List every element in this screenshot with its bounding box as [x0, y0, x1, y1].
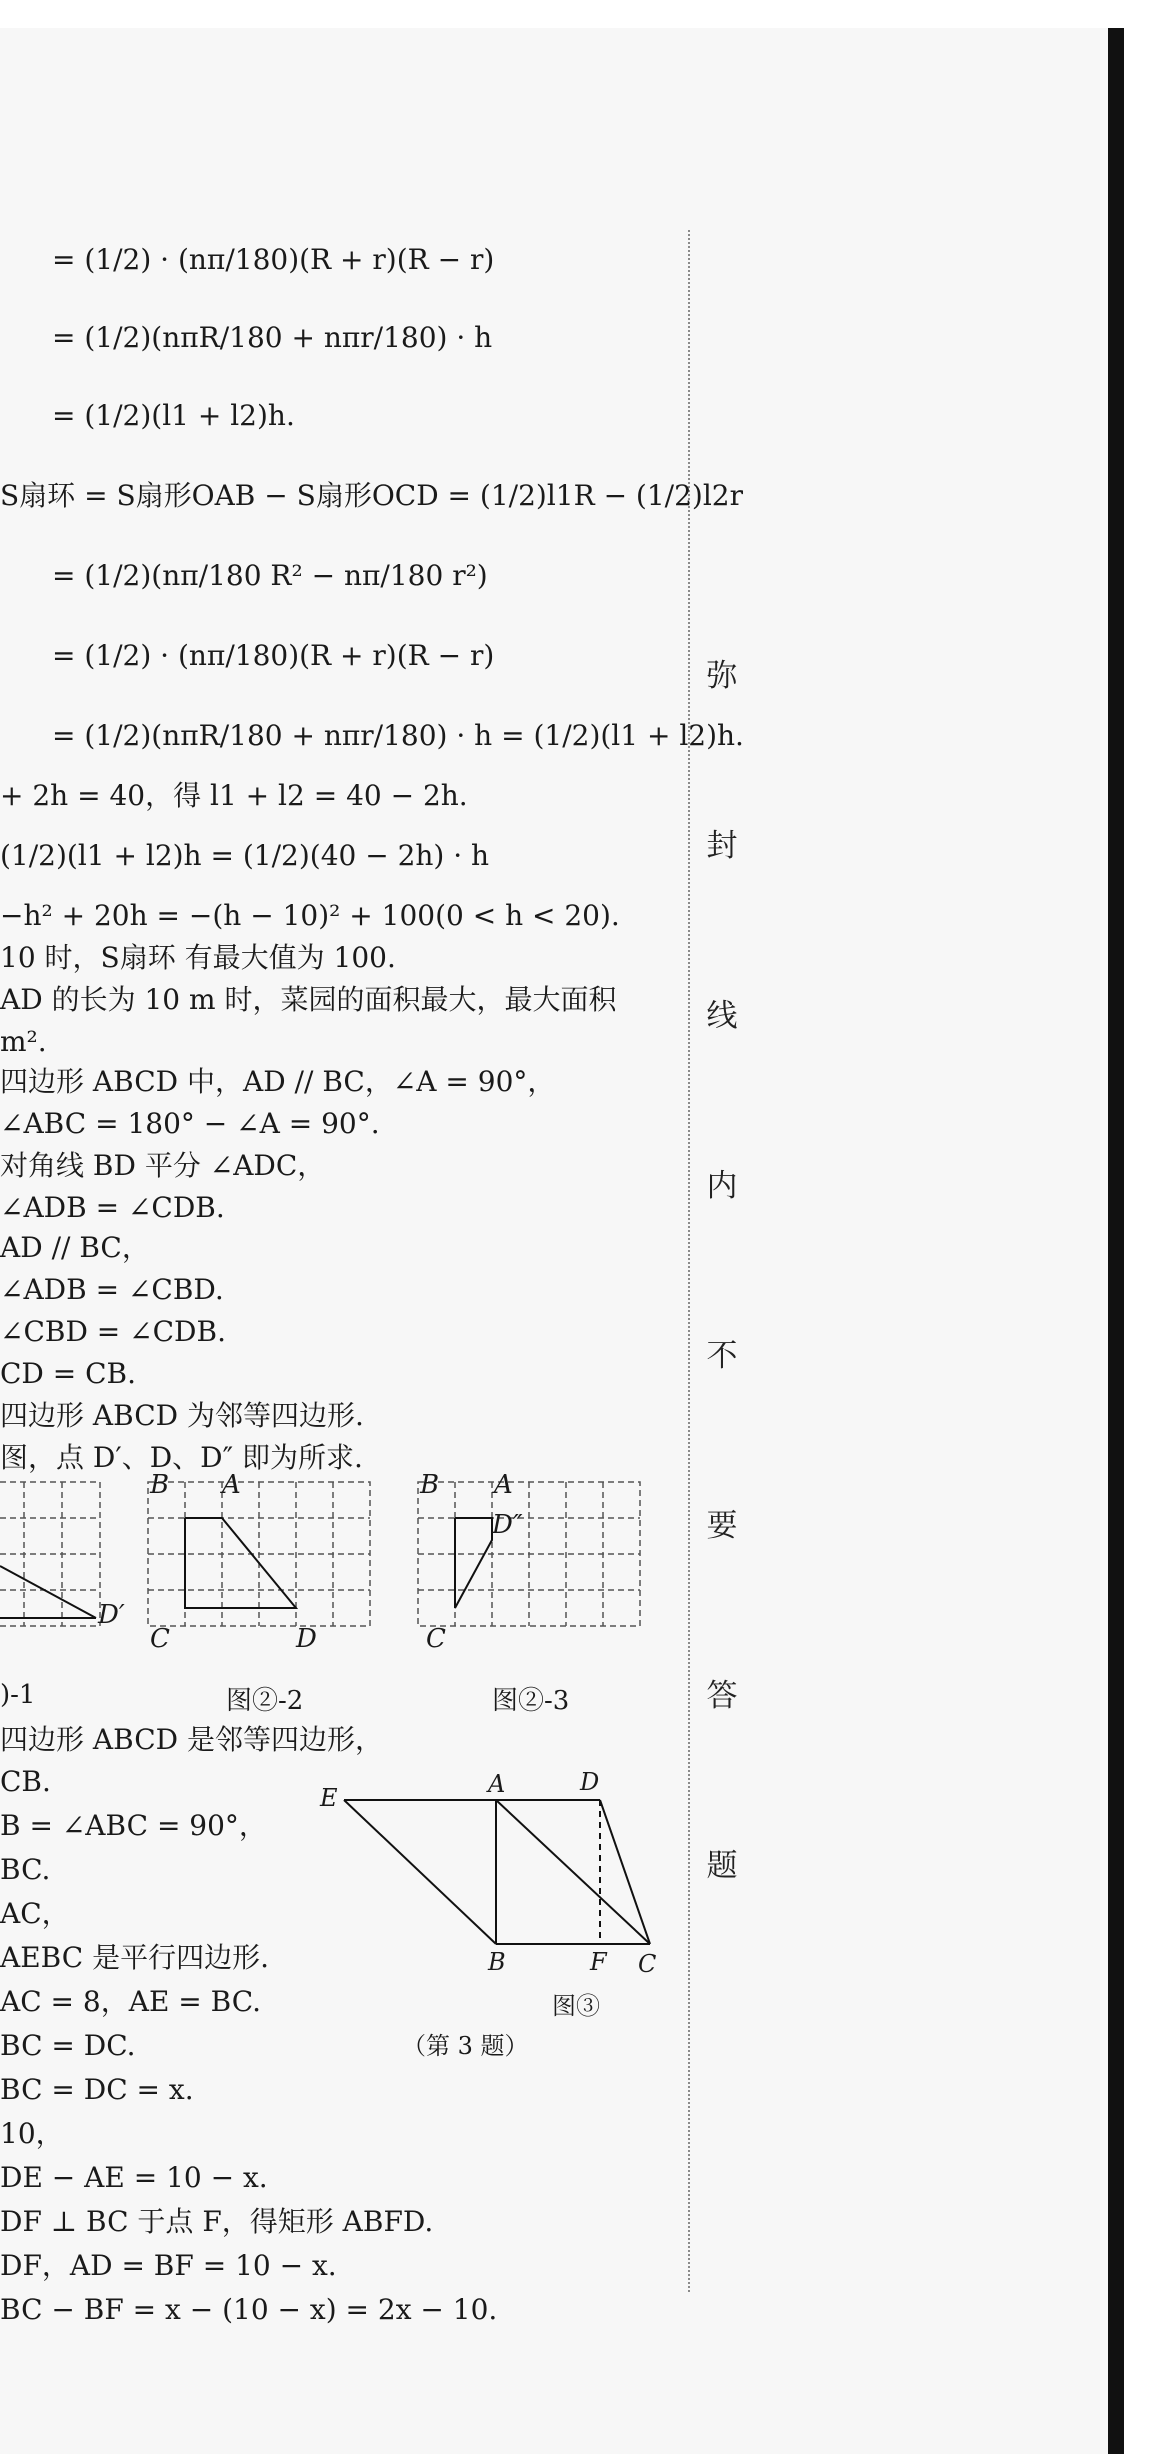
point-label: D″: [492, 1510, 523, 1540]
point-label: B: [150, 1470, 170, 1500]
solution-line: BC − BF = x − (10 − x) = 2x − 10.: [0, 2293, 498, 2326]
solution-line: 四边形 ABCD 是邻等四边形，: [0, 1723, 383, 1756]
figure-caption: 图②-3: [492, 1686, 570, 1716]
seal-char: 题: [706, 1848, 738, 1884]
solution-line: AD 的长为 10 m 时，菜园的面积最大，最大面积: [0, 983, 617, 1016]
point-label: F: [590, 1948, 607, 1976]
figure-grid-2: [140, 1470, 380, 1660]
solution-line: ∠CBD = ∠CDB.: [0, 1315, 226, 1348]
seal-char: 内: [706, 1168, 738, 1204]
solution-line: DE − AE = 10 − x.: [0, 2161, 268, 2194]
solution-line: −h² + 20h = −(h − 10)² + 100(0 < h < 20).: [0, 899, 620, 932]
point-label: A: [488, 1770, 506, 1798]
point-label: C: [150, 1624, 170, 1654]
figure-caption: 图③: [552, 1992, 600, 2020]
solution-line: DF ⊥ BC 于点 F，得矩形 ABFD.: [0, 2205, 434, 2238]
seal-char: 要: [706, 1508, 738, 1544]
solution-line: B = ∠ABC = 90°，: [0, 1809, 267, 1842]
solution-line: 四边形 ABCD 中，AD // BC，∠A = 90°，: [0, 1065, 556, 1098]
solution-line: BC = DC.: [0, 2029, 136, 2062]
solution-line: S扇环 = S扇形OAB − S扇形OCD = (1/2)l1R − (1/2)l2r: [0, 479, 743, 512]
figure-trapezoid: [330, 1780, 670, 1960]
solution-line: BC.: [0, 1853, 51, 1886]
seal-char: 弥: [706, 658, 738, 694]
solution-line: ∠ADB = ∠CDB.: [0, 1191, 225, 1224]
figure-caption: 图②-2: [226, 1686, 304, 1716]
problem-caption: （第 3 题）: [402, 2032, 529, 2060]
point-label: C: [426, 1624, 446, 1654]
solution-line: 10 时，S扇环 有最大值为 100.: [0, 941, 396, 974]
solution-line: 图，点 D′、D、D″ 即为所求.: [0, 1441, 363, 1474]
solution-line: CB.: [0, 1765, 51, 1798]
solution-line: = (1/2) · (nπ/180)(R + r)(R − r): [52, 243, 495, 276]
solution-line: m².: [0, 1025, 47, 1058]
solution-line: BC = DC = x.: [0, 2073, 194, 2106]
seal-char: 线: [706, 998, 738, 1034]
solution-line: = (1/2)(nπR/180 + nπr/180) · h: [52, 321, 493, 354]
solution-line: 四边形 ABCD 为邻等四边形.: [0, 1399, 364, 1432]
solution-line: = (1/2) · (nπ/180)(R + r)(R − r): [52, 639, 495, 672]
point-label: C: [638, 1950, 657, 1978]
seal-char: 答: [706, 1678, 738, 1714]
page-edge-bar: [1108, 28, 1124, 2454]
solution-line: AEBC 是平行四边形.: [0, 1941, 269, 1974]
seal-char: 不: [706, 1338, 738, 1374]
solution-line: = (1/2)(nπ/180 R² − nπ/180 r²): [52, 559, 488, 592]
solution-line: AD // BC，: [0, 1231, 150, 1264]
solution-line: = (1/2)(l1 + l2)h.: [52, 399, 295, 432]
solution-line: (1/2)(l1 + l2)h = (1/2)(40 − 2h) · h: [0, 839, 490, 872]
figure-caption: )-1: [0, 1680, 36, 1710]
solution-line: ∠ADB = ∠CBD.: [0, 1273, 224, 1306]
figure-grid-1: [0, 1470, 110, 1670]
solution-line: ∠ABC = 180° − ∠A = 90°.: [0, 1107, 380, 1140]
seal-dotted-line: [688, 230, 690, 2292]
point-label: D′: [98, 1600, 125, 1630]
seal-char: 封: [706, 828, 738, 864]
solution-line: + 2h = 40，得 l1 + l2 = 40 − 2h.: [0, 779, 468, 812]
solution-line: 10，: [0, 2117, 64, 2150]
solution-line: DF，AD = BF = 10 − x.: [0, 2249, 337, 2282]
point-label: B: [488, 1948, 506, 1976]
figure-grid-3: [410, 1470, 650, 1660]
solution-line: AC = 8，AE = BC.: [0, 1985, 262, 2018]
solution-line: CD = CB.: [0, 1357, 137, 1390]
solution-line: AC，: [0, 1897, 70, 1930]
point-label: A: [494, 1470, 513, 1500]
point-label: A: [222, 1470, 241, 1500]
solution-line: 对角线 BD 平分 ∠ADC，: [0, 1149, 326, 1182]
point-label: D: [296, 1624, 317, 1654]
solution-line: = (1/2)(nπR/180 + nπr/180) · h = (1/2)(l1 + l2)h.: [52, 719, 744, 752]
point-label: E: [320, 1784, 338, 1812]
point-label: D: [580, 1768, 600, 1796]
point-label: B: [420, 1470, 440, 1500]
